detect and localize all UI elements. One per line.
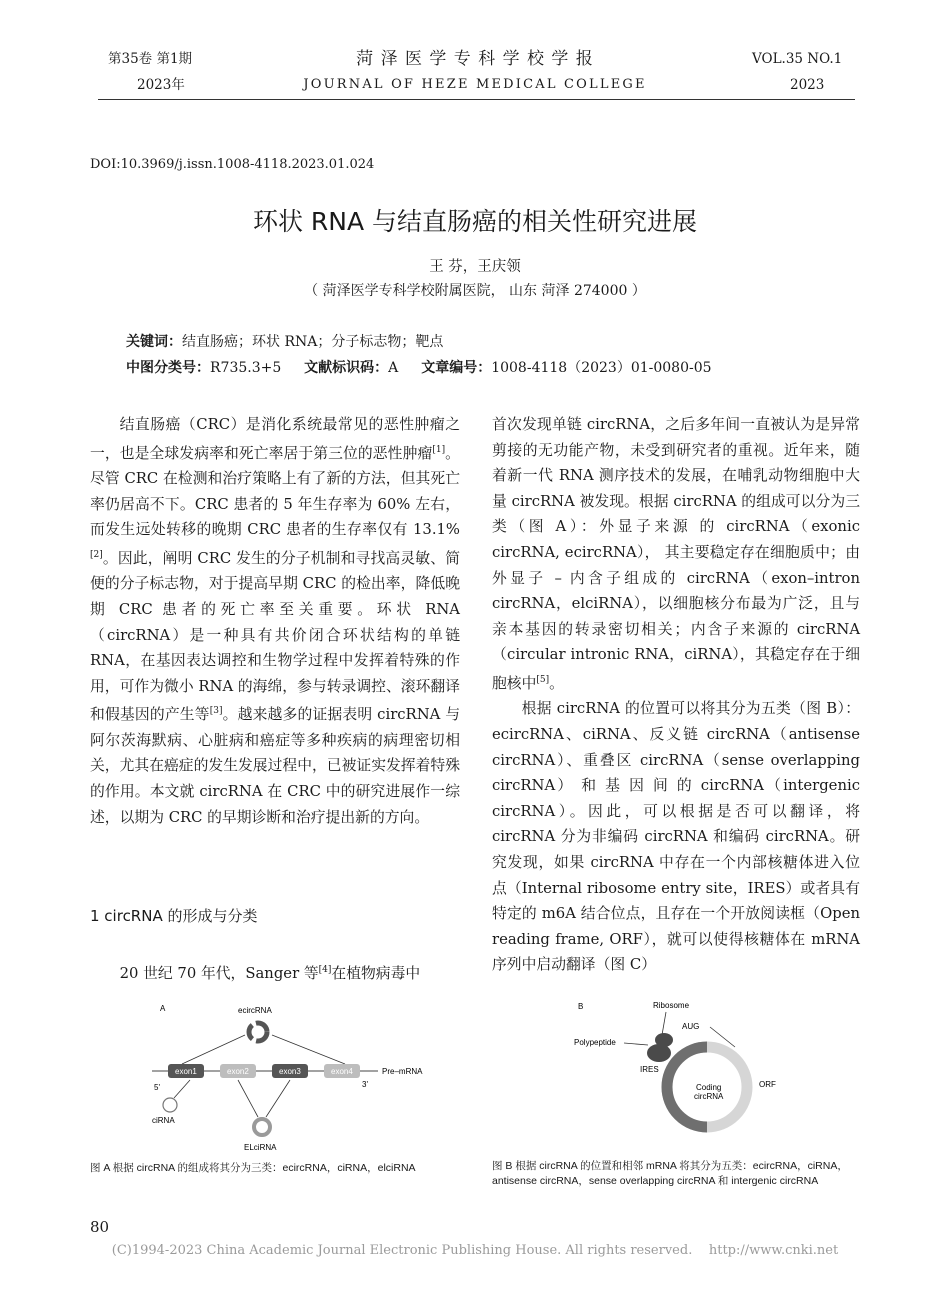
left-column [90, 412, 460, 830]
intro-text-4: 。越来越多的证据表明 circRNA 与阿尔茨海默病、心脏病和癌症等多种疾病的病理密切相关，尤其在癌症的发生发展过程中，已被证实发挥着特殊的作用。本文就 circRNA 在 CRC 中的研究进展作一综述，以期为 CRC 的早期诊断和治疗提出新的方向。 [90, 706, 460, 826]
circrna-label: circRNA [694, 1092, 724, 1101]
journal-title-en: JOURNAL OF HEZE MEDICAL COLLEGE [303, 77, 647, 92]
journal-title-cn: 菏 泽 医 学 专 科 学 校 学 报 [356, 49, 594, 69]
citation-1: [1] [432, 444, 446, 455]
article-title: 环状 RNA 与结直肠癌的相关性研究进展 [252, 207, 698, 236]
five-prime-label: 5' [154, 1083, 160, 1092]
keywords-label: 关键词： [126, 334, 182, 350]
article-number: 1008-4118（2023）01-0080-05 [491, 360, 712, 376]
section-heading-1: 1 circRNA 的形成与分类 [90, 907, 258, 925]
figure-a [140, 995, 440, 1155]
citation-3: [3] [209, 706, 223, 717]
clc-label: 中图分类号： [126, 360, 210, 376]
keywords [126, 331, 443, 351]
cirna-circle [163, 1098, 177, 1112]
arrow-to-elcirna-left [238, 1080, 258, 1117]
left-column-p2 [90, 958, 460, 987]
ires-label: IRES [640, 1065, 659, 1074]
figure-b-panel-label: B [578, 1002, 584, 1011]
exon3-label: exon3 [279, 1067, 301, 1076]
right-column [492, 412, 860, 978]
coding-label: Coding [696, 1083, 722, 1092]
intro-text-3: 。因此，阐明 CRC 发生的分子机制和寻找高灵敏、简便的分子标志物，对于提高早期 CRC 的检出率，降低晚期 CRC 患者的死亡率至关重要。环状 RNA（circRNA）是一种具有共价闭合环状结构的单链 RNA，在基因表达调控和生物学过程中发挥着特殊的作用，可作为微小 RNA 的海绵，参与转录调控、滚环翻译和假基因的产生等 [90, 549, 460, 724]
ecircrna-label: ecircRNA [238, 1006, 272, 1015]
citation-2: [2] [90, 549, 103, 560]
exon4-label: exon4 [331, 1067, 353, 1076]
elcirna-label: ELciRNA [244, 1143, 277, 1152]
figure-b-caption-line-2: antisense circRNA，sense overlapping circRNA 和 intergenic circRNA [492, 1175, 819, 1187]
classification-text: 首次发现单链 circRNA，之后多年间一直被认为是异常剪接的无功能产物，未受到研究者的重视。近年来，随着新一代 RNA 测序技术的发展，在哺乳动物细胞中大量 circRNA 被发现。根据 circRNA 的组成可以分为三类（图 A）：外显子来源 的 circRNA（exonic circRNA, ecircRNA）， 其主要稳定存在细胞质中；由外显子 – 内含子组成的 circRNA（exon–intron circRNA，elciRNA），以细胞核分布最为广泛，且与亲本基因的转录密切相关；内含子来源的 circRNA（circular intronic RNA，ciRNA），其稳定存在于细胞核中 [492, 416, 860, 692]
doi: DOI:10.3969/j.issn.1008-4118.2023.01.024 [90, 157, 375, 172]
header-rule [98, 99, 855, 100]
doc-code: A [388, 360, 399, 376]
clc-code: R735.3+5 [210, 360, 282, 376]
header-year-right: 2023 [790, 77, 825, 93]
keywords-text: 结直肠癌；环状 RNA；分子标志物；靶点 [182, 334, 444, 350]
aug-label: AUG [682, 1022, 700, 1031]
figure-b [560, 995, 800, 1135]
header-year-left: 2023年 [137, 77, 185, 93]
position-paragraph: 根据 circRNA 的位置可以将其分为五类（图 B）：ecircRNA、ciRNA、反义链 circRNA（antisense circRNA）、重叠区 circRNA（sense overlapping circRNA） 和 基 因 间 的 circRNA（intergenic circRNA）。因此，可以根据是否可以翻译，将 circRNA 分为非编码 circRNA 和编码 circRNA。研究发现，如果 circRNA 中存在一个内部核糖体进入位点（Internal ribosome entry site，IRES）或者具有特定的 m6A 结合位点，且存在一个开放阅读框（Open reading frame, ORF），就可以使得核糖体在 mRNA 序列中启动翻译（图 C） [492, 700, 860, 974]
figure-a-caption: 图 A 根据 circRNA 的组成将其分为三类：ecircRNA，ciRNA，elciRNA [90, 1162, 416, 1174]
pre-mrna-label: Pre–mRNA [382, 1067, 423, 1076]
arrow-to-cirna [174, 1080, 190, 1098]
doc-code-label: 文献标识码： [304, 360, 389, 376]
authors: 王 芬，王庆领 [429, 259, 521, 275]
article-number-label: 文章编号： [421, 360, 492, 376]
ribosome-pointer [662, 1012, 666, 1035]
ecircrna-circle [249, 1023, 267, 1041]
figure-b-caption-line-1: 图 B 根据 circRNA 的位置和相邻 mRNA 将其分为五类：ecircRNA，ciRNA， [492, 1160, 848, 1172]
arrow-to-ecircrna-right [272, 1035, 345, 1064]
classification-text-end: 。 [549, 674, 564, 692]
intro-text-1: 结直肠癌（CRC）是消化系统最常见的恶性肿瘤之一，也是全球发病率和死亡率居于第三位的恶性肿瘤 [90, 416, 460, 462]
figure-a-panel-label: A [160, 1004, 166, 1013]
elcirna-circle [254, 1119, 270, 1135]
exon2-label: exon2 [227, 1067, 249, 1076]
polypeptide-label: Polypeptide [574, 1038, 616, 1047]
arrow-to-ecircrna-left [182, 1035, 245, 1064]
polypeptide-arrow [624, 1043, 648, 1045]
ribosome-label: Ribosome [653, 1001, 690, 1010]
classification-paragraph [492, 412, 860, 696]
header-vol-no: VOL.35 NO.1 [752, 51, 843, 67]
history-text-2: 在植物病毒中 [331, 964, 421, 982]
arrow-to-elcirna-right [266, 1080, 290, 1117]
citation-5: [5] [536, 674, 550, 685]
orf-label: ORF [759, 1080, 776, 1089]
citation-4: [4] [318, 965, 332, 975]
figure-b-caption [492, 1159, 862, 1189]
copyright-footer: (C)1994-2023 China Academic Journal Electronic Publishing House. All rights reserved. http://www.cnki.net [111, 1243, 839, 1258]
intro-text-2: 。尽管 CRC 在检测和治疗策略上有了新的方法，但其死亡率仍居高不下。CRC 患者的 5 年生存率为 60% 左右，而发生远处转移的晚期 CRC 患者的生存率仅有 13.1% [90, 444, 460, 539]
affiliation: （ 菏泽医学专科学校附属医院， 山东 菏泽 274000 ） [304, 283, 646, 299]
cirna-label: ciRNA [152, 1116, 175, 1125]
exon1-label: exon1 [175, 1067, 197, 1076]
ribosome-large-subunit [647, 1044, 671, 1062]
three-prime-label: 3' [362, 1080, 368, 1089]
history-text-1: 20 世纪 70 年代，Sanger 等 [119, 964, 319, 982]
classification [126, 357, 712, 377]
page-number: 80 [90, 1218, 110, 1236]
intro-paragraph [90, 412, 460, 830]
history-paragraph [90, 958, 460, 987]
header-volume-issue: 第35卷 第1期 [108, 51, 193, 67]
